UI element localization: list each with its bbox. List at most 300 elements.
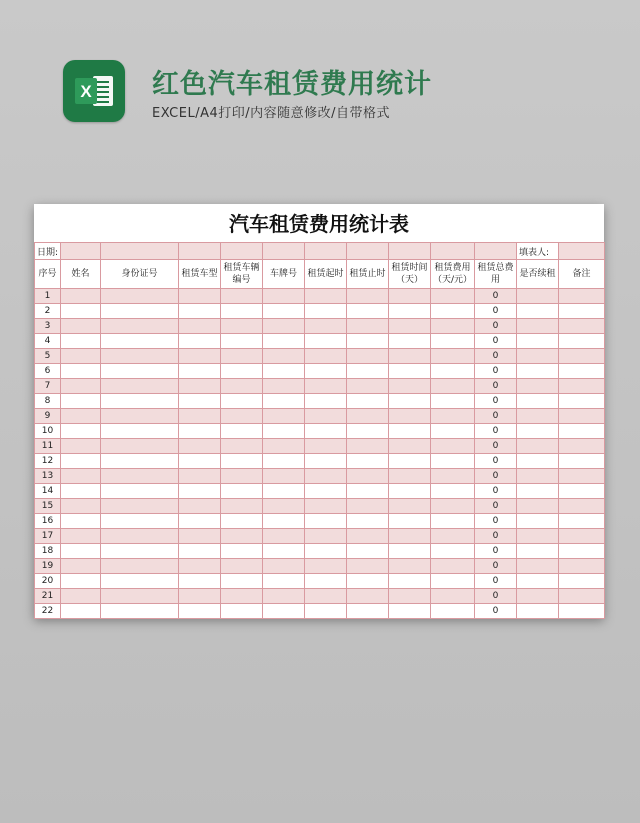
table-cell xyxy=(101,544,179,559)
page-subtitle: EXCEL/A4打印/内容随意修改/自带格式 xyxy=(152,106,391,121)
table-cell xyxy=(61,289,101,304)
table-cell xyxy=(61,604,101,619)
table-cell xyxy=(347,544,389,559)
table-cell xyxy=(559,409,605,424)
table-row xyxy=(35,484,605,499)
table-cell xyxy=(559,604,605,619)
column-header: 租赁费用（天/元） xyxy=(431,260,475,289)
table-cell xyxy=(559,319,605,334)
table-cell xyxy=(559,544,605,559)
table-cell xyxy=(517,409,559,424)
table-cell xyxy=(263,469,305,484)
table-cell xyxy=(517,514,559,529)
table-cell xyxy=(179,589,221,604)
table-cell xyxy=(101,604,179,619)
total-fee-cell: 0 xyxy=(475,544,517,559)
table-cell xyxy=(101,364,179,379)
row-number: 1 xyxy=(35,289,61,304)
table-cell xyxy=(389,349,431,364)
table-row xyxy=(35,439,605,454)
table-cell xyxy=(347,484,389,499)
row-number: 4 xyxy=(35,334,61,349)
column-header: 租赁车型 xyxy=(179,260,221,289)
total-fee-cell: 0 xyxy=(475,334,517,349)
table-cell xyxy=(347,514,389,529)
table-cell xyxy=(431,499,475,514)
table-cell xyxy=(263,589,305,604)
table-cell xyxy=(347,574,389,589)
table-cell xyxy=(305,514,347,529)
table-cell xyxy=(101,574,179,589)
date-label: 日期: xyxy=(35,243,61,260)
table-cell xyxy=(221,469,263,484)
table-cell xyxy=(347,454,389,469)
table-cell xyxy=(559,469,605,484)
column-header: 是否续租 xyxy=(517,260,559,289)
table-cell xyxy=(347,394,389,409)
table-cell xyxy=(221,544,263,559)
total-fee-cell: 0 xyxy=(475,469,517,484)
table-cell xyxy=(61,499,101,514)
table-cell xyxy=(179,334,221,349)
table-cell xyxy=(517,334,559,349)
table-cell xyxy=(101,334,179,349)
table-cell xyxy=(517,574,559,589)
page-title: 红色汽车租赁费用统计 xyxy=(152,69,432,100)
table-cell xyxy=(517,469,559,484)
table-cell xyxy=(221,424,263,439)
row-number: 6 xyxy=(35,364,61,379)
table-cell xyxy=(61,439,101,454)
table-cell xyxy=(431,304,475,319)
table-cell xyxy=(559,394,605,409)
table-cell xyxy=(517,454,559,469)
table-cell xyxy=(263,394,305,409)
table-cell xyxy=(559,349,605,364)
row-number: 20 xyxy=(35,574,61,589)
table-cell xyxy=(61,529,101,544)
table-cell xyxy=(559,589,605,604)
table-body xyxy=(35,289,605,619)
table-cell xyxy=(347,604,389,619)
table-cell xyxy=(179,379,221,394)
table-cell xyxy=(517,559,559,574)
table-cell xyxy=(101,559,179,574)
table-cell xyxy=(347,469,389,484)
total-fee-cell: 0 xyxy=(475,559,517,574)
table-cell xyxy=(221,454,263,469)
table-cell xyxy=(263,559,305,574)
table-cell xyxy=(559,379,605,394)
column-header: 身份证号 xyxy=(101,260,179,289)
table-cell xyxy=(347,424,389,439)
table-cell xyxy=(347,499,389,514)
table-cell xyxy=(559,514,605,529)
excel-icon xyxy=(63,60,125,122)
table-cell xyxy=(347,364,389,379)
table-cell xyxy=(431,454,475,469)
table-cell xyxy=(389,439,431,454)
table-cell xyxy=(101,514,179,529)
table-cell xyxy=(347,589,389,604)
table-cell xyxy=(101,499,179,514)
table-cell xyxy=(263,454,305,469)
table-cell xyxy=(347,304,389,319)
table-cell xyxy=(305,334,347,349)
table-cell xyxy=(305,484,347,499)
table-cell xyxy=(559,574,605,589)
table-cell xyxy=(431,529,475,544)
table-cell xyxy=(263,289,305,304)
table-cell xyxy=(61,424,101,439)
total-fee-cell: 0 xyxy=(475,499,517,514)
column-header: 备注 xyxy=(559,260,605,289)
total-fee-cell: 0 xyxy=(475,379,517,394)
table-cell xyxy=(517,379,559,394)
table-cell xyxy=(305,424,347,439)
table-cell xyxy=(61,574,101,589)
table-cell xyxy=(559,484,605,499)
table-cell xyxy=(431,364,475,379)
table-row xyxy=(35,589,605,604)
table-cell xyxy=(179,349,221,364)
table-cell xyxy=(221,559,263,574)
table-cell xyxy=(305,319,347,334)
table-cell xyxy=(221,529,263,544)
table-cell xyxy=(179,289,221,304)
table-cell xyxy=(347,379,389,394)
table-cell xyxy=(559,289,605,304)
table-cell xyxy=(101,469,179,484)
table-cell xyxy=(517,544,559,559)
row-number: 16 xyxy=(35,514,61,529)
row-number: 22 xyxy=(35,604,61,619)
table-cell xyxy=(517,289,559,304)
table-cell xyxy=(305,469,347,484)
row-number: 13 xyxy=(35,469,61,484)
table-cell xyxy=(101,394,179,409)
table-cell xyxy=(263,319,305,334)
total-fee-cell: 0 xyxy=(475,364,517,379)
table-cell xyxy=(179,364,221,379)
total-fee-cell: 0 xyxy=(475,424,517,439)
table-cell xyxy=(179,544,221,559)
table-cell xyxy=(221,514,263,529)
column-header: 租赁止时 xyxy=(347,260,389,289)
table-cell xyxy=(101,319,179,334)
table-cell xyxy=(517,349,559,364)
table-cell xyxy=(101,589,179,604)
row-number: 12 xyxy=(35,454,61,469)
table-cell xyxy=(61,454,101,469)
table-row xyxy=(35,409,605,424)
table-cell xyxy=(389,484,431,499)
table-cell xyxy=(431,349,475,364)
table-cell xyxy=(347,319,389,334)
table-cell xyxy=(263,304,305,319)
table-cell xyxy=(61,544,101,559)
table-cell xyxy=(389,394,431,409)
table-cell xyxy=(101,484,179,499)
table-cell xyxy=(179,454,221,469)
table-cell xyxy=(305,529,347,544)
row-number: 3 xyxy=(35,319,61,334)
table-cell xyxy=(221,394,263,409)
table-cell xyxy=(263,424,305,439)
total-fee-cell: 0 xyxy=(475,604,517,619)
table-cell xyxy=(389,499,431,514)
table-cell xyxy=(179,604,221,619)
table-cell xyxy=(389,604,431,619)
table-row xyxy=(35,574,605,589)
table-row xyxy=(35,379,605,394)
table-cell xyxy=(431,409,475,424)
table-cell xyxy=(179,394,221,409)
table-cell xyxy=(263,349,305,364)
table-cell xyxy=(431,484,475,499)
table-cell xyxy=(347,289,389,304)
row-number: 21 xyxy=(35,589,61,604)
table-cell xyxy=(347,334,389,349)
table-cell xyxy=(61,589,101,604)
total-fee-cell: 0 xyxy=(475,439,517,454)
row-number: 15 xyxy=(35,499,61,514)
table-cell xyxy=(61,304,101,319)
table-cell xyxy=(305,304,347,319)
total-fee-cell: 0 xyxy=(475,409,517,424)
spreadsheet-preview xyxy=(34,204,604,618)
table-cell xyxy=(61,394,101,409)
table-cell xyxy=(517,364,559,379)
table-cell xyxy=(221,289,263,304)
table-cell xyxy=(389,589,431,604)
table-cell xyxy=(559,334,605,349)
total-fee-cell: 0 xyxy=(475,574,517,589)
table-cell xyxy=(61,469,101,484)
table-cell xyxy=(431,559,475,574)
row-number: 10 xyxy=(35,424,61,439)
table-cell xyxy=(559,529,605,544)
table-cell xyxy=(101,349,179,364)
table-cell xyxy=(559,499,605,514)
table-row xyxy=(35,604,605,619)
table-cell xyxy=(305,379,347,394)
table-cell xyxy=(61,559,101,574)
table-cell xyxy=(431,589,475,604)
table-cell xyxy=(305,289,347,304)
table-cell xyxy=(431,469,475,484)
table-cell xyxy=(389,469,431,484)
column-header: 姓名 xyxy=(61,260,101,289)
table-cell xyxy=(263,604,305,619)
row-number: 9 xyxy=(35,409,61,424)
total-fee-cell: 0 xyxy=(475,514,517,529)
table-cell xyxy=(221,304,263,319)
table-cell xyxy=(263,529,305,544)
table-cell xyxy=(559,424,605,439)
table-row xyxy=(35,289,605,304)
table-cell xyxy=(101,424,179,439)
table-cell xyxy=(431,334,475,349)
table-cell xyxy=(221,349,263,364)
table-cell xyxy=(305,604,347,619)
table-cell xyxy=(179,319,221,334)
table-cell xyxy=(263,334,305,349)
table-cell xyxy=(179,469,221,484)
filler-label: 填表人: xyxy=(517,243,559,260)
table-cell xyxy=(517,394,559,409)
table-cell xyxy=(347,349,389,364)
table-cell xyxy=(305,364,347,379)
row-number: 19 xyxy=(35,559,61,574)
table-cell xyxy=(389,289,431,304)
table-cell xyxy=(61,364,101,379)
table-cell xyxy=(431,379,475,394)
table-cell xyxy=(517,424,559,439)
table-cell xyxy=(305,439,347,454)
table-cell xyxy=(179,514,221,529)
table-row xyxy=(35,559,605,574)
table-cell xyxy=(263,439,305,454)
table-cell xyxy=(517,319,559,334)
table-cell xyxy=(263,514,305,529)
table-cell xyxy=(305,394,347,409)
table-row xyxy=(35,364,605,379)
table-cell xyxy=(101,304,179,319)
table-cell xyxy=(431,544,475,559)
table-cell xyxy=(61,349,101,364)
row-number: 8 xyxy=(35,394,61,409)
table-cell xyxy=(431,574,475,589)
excel-letter: X xyxy=(80,82,92,101)
table-cell xyxy=(517,499,559,514)
table-cell xyxy=(389,409,431,424)
table-cell xyxy=(101,529,179,544)
table-cell xyxy=(221,409,263,424)
table-cell xyxy=(389,364,431,379)
table-cell xyxy=(431,439,475,454)
table-cell xyxy=(61,379,101,394)
table-cell xyxy=(347,409,389,424)
table-cell xyxy=(517,589,559,604)
rental-table xyxy=(34,242,605,619)
table-row xyxy=(35,394,605,409)
table-cell xyxy=(221,589,263,604)
total-fee-cell: 0 xyxy=(475,529,517,544)
table-cell xyxy=(179,484,221,499)
table-cell xyxy=(263,499,305,514)
table-cell xyxy=(305,589,347,604)
table-cell xyxy=(179,409,221,424)
table-cell xyxy=(101,289,179,304)
table-cell xyxy=(221,334,263,349)
table-cell xyxy=(305,349,347,364)
table-cell xyxy=(431,289,475,304)
table-cell xyxy=(263,379,305,394)
table-cell xyxy=(221,574,263,589)
table-cell xyxy=(221,604,263,619)
table-cell xyxy=(389,544,431,559)
table-cell xyxy=(559,559,605,574)
total-fee-cell: 0 xyxy=(475,349,517,364)
table-cell xyxy=(61,409,101,424)
table-cell xyxy=(263,574,305,589)
table-cell xyxy=(389,379,431,394)
row-number: 7 xyxy=(35,379,61,394)
total-fee-cell: 0 xyxy=(475,589,517,604)
table-row xyxy=(35,469,605,484)
table-cell xyxy=(431,424,475,439)
table-cell xyxy=(305,409,347,424)
row-number: 2 xyxy=(35,304,61,319)
table-cell xyxy=(101,439,179,454)
table-cell xyxy=(221,379,263,394)
table-row xyxy=(35,529,605,544)
table-cell xyxy=(559,304,605,319)
row-number: 17 xyxy=(35,529,61,544)
column-header: 租赁时间（天） xyxy=(389,260,431,289)
table-cell xyxy=(179,529,221,544)
table-row xyxy=(35,424,605,439)
total-fee-cell: 0 xyxy=(475,319,517,334)
table-cell xyxy=(221,499,263,514)
table-cell xyxy=(559,439,605,454)
table-cell xyxy=(263,409,305,424)
column-header: 车牌号 xyxy=(263,260,305,289)
table-cell xyxy=(389,304,431,319)
table-row xyxy=(35,349,605,364)
table-cell xyxy=(61,484,101,499)
row-number: 14 xyxy=(35,484,61,499)
table-cell xyxy=(559,364,605,379)
table-cell xyxy=(179,424,221,439)
table-cell xyxy=(389,319,431,334)
table-row xyxy=(35,454,605,469)
total-fee-cell: 0 xyxy=(475,484,517,499)
table-row xyxy=(35,514,605,529)
table-cell xyxy=(389,559,431,574)
table-cell xyxy=(179,304,221,319)
table-cell xyxy=(517,604,559,619)
table-cell xyxy=(61,514,101,529)
table-cell xyxy=(263,484,305,499)
column-header: 序号 xyxy=(35,260,61,289)
header-row xyxy=(35,260,605,289)
table-cell xyxy=(61,319,101,334)
total-fee-cell: 0 xyxy=(475,454,517,469)
table-cell xyxy=(305,574,347,589)
column-header: 租赁车辆编号 xyxy=(221,260,263,289)
table-cell xyxy=(305,559,347,574)
table-cell xyxy=(517,304,559,319)
table-cell xyxy=(179,439,221,454)
table-cell xyxy=(517,529,559,544)
table-cell xyxy=(305,454,347,469)
row-number: 5 xyxy=(35,349,61,364)
table-cell xyxy=(347,529,389,544)
table-row xyxy=(35,319,605,334)
sheet-title: 汽车租赁费用统计表 xyxy=(229,212,409,236)
table-cell xyxy=(221,319,263,334)
table-cell xyxy=(179,499,221,514)
table-cell xyxy=(389,514,431,529)
table-cell xyxy=(431,604,475,619)
table-cell xyxy=(431,394,475,409)
table-cell xyxy=(347,559,389,574)
table-cell xyxy=(389,529,431,544)
table-cell xyxy=(101,379,179,394)
table-cell xyxy=(263,544,305,559)
